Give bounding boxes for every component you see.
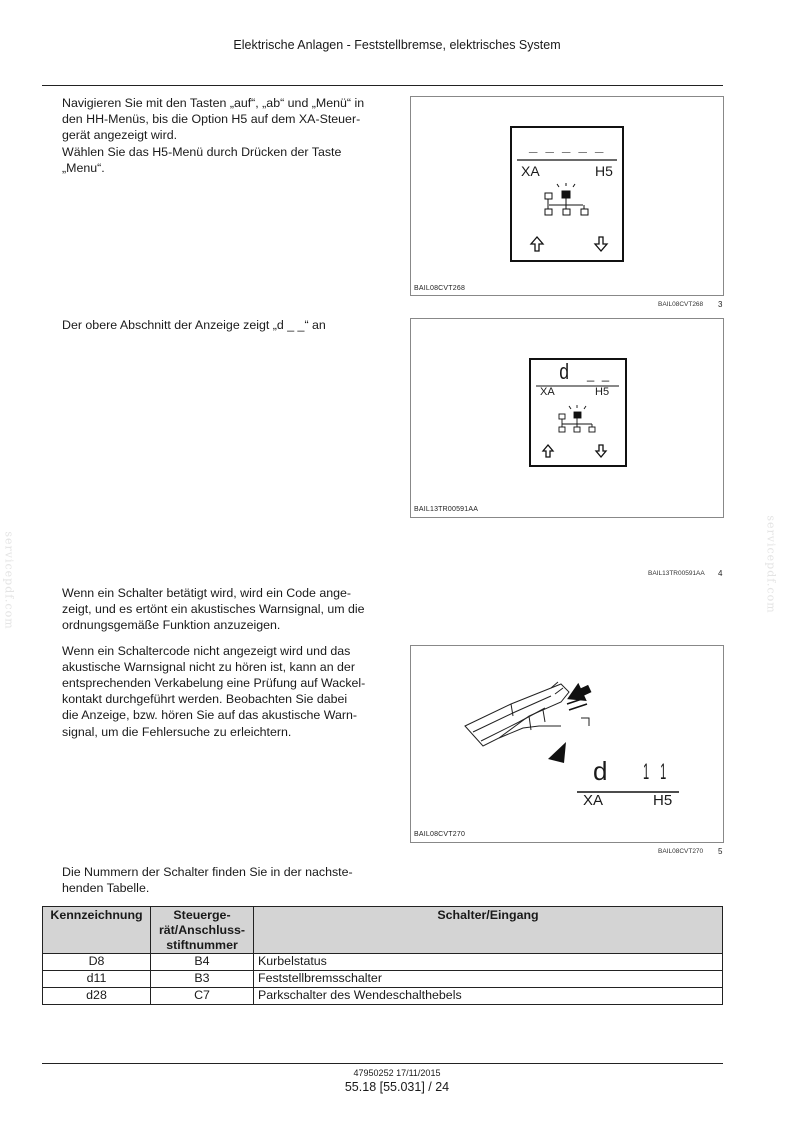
page-header-title: Elektrische Anlagen - Feststellbremse, elektrisches System [233,38,561,52]
figure-3-illustration [411,97,723,295]
cell-pin: C7 [151,988,254,1005]
header-schalter-eingang: Schalter/Eingang [254,907,723,954]
footer-page-ref: 55.18 [55.031] / 24 [344,1080,450,1094]
text-line: Der obere Abschnitt der Anzeige zeigt „d _ _“ an [62,318,326,332]
text-line: signal, um die Fehlersuche zu erleichtern. [62,724,292,739]
text-line: Wenn ein Schaltercode nicht angezeigt wird und das [62,643,351,658]
watermark-left: servicepdf.com [2,531,16,630]
instruction-text-4 [62,864,392,896]
table-row [43,988,723,1005]
figure-3-frame [410,96,724,296]
table-row [43,954,723,971]
text-line: Wenn ein Schalter betätigt wird, wird ein Code ange- [62,586,352,600]
text-line: akustische Warnsignal nicht zu hören ist, kann an der [62,659,355,674]
text-line: die Anzeige, bzw. hören Sie auf das akustische Warn- [62,708,358,723]
figure-5-illustration [411,646,723,842]
switch-table [42,906,723,1005]
header-line: Steuerge- [173,908,231,922]
paragraph [62,864,392,896]
header-line: rät/Anschluss- [158,923,246,937]
header-steuergeraet [151,907,254,954]
figure-3-display-top: _ _ _ _ _ [529,138,606,155]
paragraph [62,643,392,740]
text-line: „Menu“. [62,160,105,175]
figure-4-illustration [411,319,723,517]
figure-3-display-left: XA [521,163,540,179]
cell-description: Feststellbremsschalter [254,971,723,988]
table-header-row [43,907,723,954]
text-line: entsprechenden Verkabelung eine Prüfung auf Wackel- [62,676,366,691]
lever-icon [465,682,589,746]
figure-3-caption-code: BAIL08CVT268 [658,301,704,308]
watermark-right: servicepdf.com [764,515,778,614]
cell-description: Kurbelstatus [254,954,723,971]
figure-4-inner-code: BAIL13TR00591AA [414,506,479,513]
paragraph [62,317,392,333]
figure-4-number: 4 [718,569,723,578]
text-line: kontakt durchgeführt werden. Beobachten Sie dabei [62,692,348,707]
figure-3-inner-code: BAIL08CVT268 [414,285,466,292]
figure-3-display-right: H5 [595,163,613,179]
instruction-text-3 [62,585,392,740]
text-line: ordnungsgemäße Funktion anzuzeigen. [62,618,281,633]
paragraph [62,144,392,176]
header-divider [42,85,723,86]
triangle-icon [548,742,566,763]
figure-4-display-top: d [559,359,570,384]
header-kennzeichnung: Kennzeichnung [43,907,151,954]
figure-4-display-right: H5 [595,386,610,398]
figure-4-display-left: XA [540,386,555,398]
text-line: zeigt, und es ertönt ein akustisches Warnsignal, um die [62,602,365,617]
paragraph [62,95,392,144]
header-line: stiftnummer [166,938,238,952]
paragraph [62,585,392,634]
figure-4-caption-code: BAIL13TR00591AA [648,570,705,577]
cell-code: d28 [43,988,151,1005]
instruction-text-1 [62,95,392,176]
text-line: Wählen Sie das H5-Menü durch Drücken der Taste [62,144,342,159]
instruction-text-2 [62,317,392,333]
figure-5-caption-code: BAIL08CVT270 [658,848,704,855]
figure-3-number: 3 [718,300,723,309]
figure-4-display-top-rest: _ _ [587,367,612,382]
figure-5-inner-code: BAIL08CVT270 [414,831,466,838]
figure-5-display-top-rest: 1 1 [643,759,671,784]
cell-pin: B3 [151,971,254,988]
text-line: den HH-Menüs, bis die Option H5 auf dem XA-Steuer- [62,112,361,127]
cell-code: D8 [43,954,151,971]
figure-5-display-top: d [593,756,608,786]
figure-5-display-left: XA [583,792,604,809]
figure-4-frame [410,318,724,518]
text-line: gerät angezeigt wird. [62,128,178,143]
footer-doc-ref: 47950252 17/11/2015 [353,1068,441,1078]
text-line: henden Tabelle. [62,881,150,896]
text-line: Die Nummern der Schalter finden Sie in der nachste- [62,865,353,879]
footer-divider [42,1063,723,1064]
cell-pin: B4 [151,954,254,971]
cell-code: d11 [43,971,151,988]
figure-5-number: 5 [718,847,723,856]
cell-description: Parkschalter des Wendeschalthebels [254,988,723,1005]
text-line: Navigieren Sie mit den Tasten „auf“, „ab“ und „Menü“ in [62,96,365,110]
figure-5-frame [410,645,724,843]
table-row [43,971,723,988]
figure-5-display-right: H5 [653,792,673,809]
